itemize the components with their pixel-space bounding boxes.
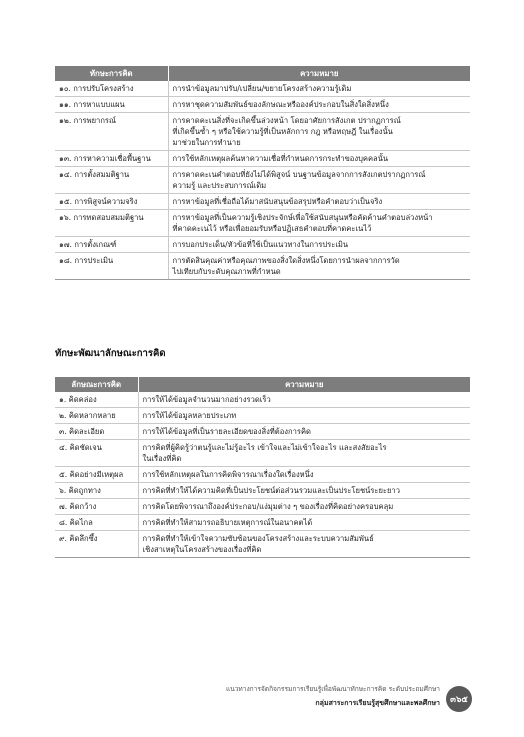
skill-name: ๑๗. การตั้งเกณฑ์ — [55, 237, 168, 253]
footer-book-title: แนวทางการจัดกิจกรรมการเรียนรู้เพื่อพัฒนาทักษะการคิด ระดับประถมศึกษา — [225, 685, 440, 693]
meaning-line: การหาข้อมูลที่เชื่อถือได้มาสนับสนุนข้อสรุปหรือคำตอบว่าเป็นจริง — [172, 197, 383, 207]
meaning-line: การคิดที่ทำให้ได้ความคิดที่เป็นประโยชน์ต่อส่วนรวมและเป็นประโยชน์ระยะยาว — [142, 486, 400, 496]
skill-name: ๑๖. การทดสอบสมมติฐาน — [55, 210, 168, 237]
meaning-line: ในเรื่องที่คิด — [142, 454, 182, 464]
table-row — [55, 151, 470, 167]
meaning-line: การคิดโดยพิจารณาถึงองค์ประกอบ/แง่มุมต่าง ๆ ของเรื่องที่คิดอย่างครอบคลุม — [142, 502, 394, 512]
meaning-line: การนำข้อมูลมาปรับ/เปลี่ยน/ขยายโครงสร้างความรู้เดิม — [172, 84, 352, 94]
table-row — [55, 167, 470, 194]
table-row — [55, 194, 470, 210]
footer-subject-group: กลุ่มสาระการเรียนรู้สุขศึกษาและพลศึกษา — [315, 699, 440, 707]
table-row — [55, 253, 470, 280]
skill-name: ๘. คิดไกล — [55, 515, 138, 531]
meaning-line: เชิงสาเหตุในโครงสร้างของเรื่องที่คิด — [142, 545, 262, 555]
meaning-line: การใช้หลักเหตุผลค้นหาความเชื่อที่กำหนดการกระทำของบุคคลนั้น — [172, 154, 389, 164]
table-row — [55, 440, 470, 467]
skill-name: ๓. คิดละเอียด — [55, 424, 138, 440]
header-meaning: ความหมาย — [138, 377, 470, 392]
table-row — [55, 424, 470, 440]
skill-meaning — [168, 237, 470, 253]
meaning-line: การให้ได้ข้อมูลที่เป็นรายละเอียดของสิ่งที่ต้องการคิด — [142, 427, 311, 437]
skill-meaning — [168, 253, 470, 280]
thinking-characteristics-table — [55, 377, 470, 558]
skill-meaning — [168, 97, 470, 113]
meaning-line: ที่เกิดขึ้นซ้ำ ๆ หรือใช้ความรู้ที่เป็นหลักการ กฎ หรือทฤษฎี ในเรื่องนั้น — [172, 127, 393, 137]
meaning-line: การให้ได้ข้อมูลจำนวนมากอย่างรวดเร็ว — [142, 395, 271, 405]
meaning-line: การคิดที่ทำให้เข้าใจความซับซ้อนของโครงสร้างและระบบความสัมพันธ์ — [142, 534, 374, 544]
table-header-row — [55, 377, 470, 392]
table-row — [55, 237, 470, 253]
table-row — [55, 113, 470, 151]
section-heading: ทักษะพัฒนาลักษณะการคิด — [55, 348, 166, 359]
table-row — [55, 392, 470, 408]
page-number: ๓๖๕ — [446, 686, 472, 712]
skill-name: ๒. คิดหลากหลาย — [55, 408, 138, 424]
skill-meaning — [138, 440, 470, 467]
skill-name: ๑๒. การพยากรณ์ — [55, 113, 168, 151]
meaning-line: การตัดสินคุณค่าหรือคุณภาพของสิ่งใดสิ่งหนึ่งโดยการนำผลจากการวัด — [172, 256, 400, 266]
skill-name: ๑๐. การปรับโครงสร้าง — [55, 81, 168, 97]
skill-meaning — [138, 392, 470, 408]
skill-meaning — [138, 408, 470, 424]
skill-meaning — [138, 499, 470, 515]
header-characteristic: ลักษณะการคิด — [55, 377, 138, 392]
skill-name: ๑๕. การพิสูจน์ความจริง — [55, 194, 168, 210]
meaning-line: ความรู้ และประสบการณ์เดิม — [172, 181, 267, 191]
skill-name: ๗. คิดกว้าง — [55, 499, 138, 515]
skill-name: ๑๔. การตั้งสมมติฐาน — [55, 167, 168, 194]
skill-name: ๑๘. การประเมิน — [55, 253, 168, 280]
meaning-line: การคาดคะเนสิ่งที่จะเกิดขึ้นล่วงหน้า โดยอาศัยการสังเกต ปรากฏการณ์ — [172, 116, 401, 126]
table-row — [55, 408, 470, 424]
meaning-line: การคิดที่ผู้คิดรู้ว่าตนรู้และไม่รู้อะไร เข้าใจและไม่เข้าใจอะไร และสงสัยอะไร — [142, 443, 387, 453]
thinking-skills-table — [55, 66, 470, 280]
skill-name: ๑. คิดคล่อง — [55, 392, 138, 408]
table-row — [55, 81, 470, 97]
header-meaning: ความหมาย — [168, 66, 470, 81]
meaning-line: การคาดคะเนคำตอบที่ยังไม่ได้พิสูจน์ บนฐานข้อมูลจากการสังเกตปรากฏการณ์ — [172, 170, 426, 180]
meaning-line: มาช่วยในการทำนาย — [172, 138, 241, 148]
skill-name: ๕. คิดอย่างมีเหตุผล — [55, 467, 138, 483]
skill-meaning — [138, 424, 470, 440]
skill-name: ๖. คิดถูกทาง — [55, 483, 138, 499]
skill-meaning — [168, 81, 470, 97]
table-row — [55, 531, 470, 558]
skill-meaning — [168, 194, 470, 210]
skill-meaning — [168, 113, 470, 151]
table-row — [55, 467, 470, 483]
meaning-line: การใช้หลักเหตุผลในการคิดพิจารณาเรื่องใดเรื่องหนึ่ง — [142, 470, 314, 480]
table-row — [55, 499, 470, 515]
skill-name: ๔. คิดชัดเจน — [55, 440, 138, 467]
skill-meaning — [168, 151, 470, 167]
skill-meaning — [168, 167, 470, 194]
meaning-line: การหาข้อมูลที่เป็นความรู้เชิงประจักษ์เพื่อใช้สนับสนุนหรือคัดค้านคำตอบล่วงหน้า — [172, 213, 433, 223]
meaning-line: ไปเทียบกับระดับคุณภาพที่กำหนด — [172, 267, 281, 277]
meaning-line: การหาชุดความสัมพันธ์ของลักษณะหรือองค์ประกอบในสิ่งใดสิ่งหนึ่ง — [172, 100, 389, 110]
table-row — [55, 483, 470, 499]
skill-meaning — [138, 483, 470, 499]
skill-name: ๑๑. การหาแบบแผน — [55, 97, 168, 113]
meaning-line: การให้ได้ข้อมูลหลายประเภท — [142, 411, 237, 421]
table-row — [55, 515, 470, 531]
meaning-line: ที่คาดคะเนไว้ หรือเพื่อยอมรับหรือปฏิเสธคำตอบที่คาดคะเนไว้ — [172, 224, 372, 234]
skill-meaning — [138, 531, 470, 558]
skill-meaning — [138, 515, 470, 531]
skill-meaning — [168, 210, 470, 237]
meaning-line: การบอกประเด็น/หัวข้อที่ใช้เป็นแนวทางในการประเมิน — [172, 240, 349, 250]
table-row — [55, 97, 470, 113]
skill-name: ๑๓. การหาความเชื่อพื้นฐาน — [55, 151, 168, 167]
header-skill: ทักษะการคิด — [55, 66, 168, 81]
skill-name: ๙. คิดลึกซึ้ง — [55, 531, 138, 558]
meaning-line: การคิดที่ทำให้สามารถอธิบายเหตุการณ์ในอนาคตได้ — [142, 518, 313, 528]
table-header-row — [55, 66, 470, 81]
skill-meaning — [138, 467, 470, 483]
table-row — [55, 210, 470, 237]
